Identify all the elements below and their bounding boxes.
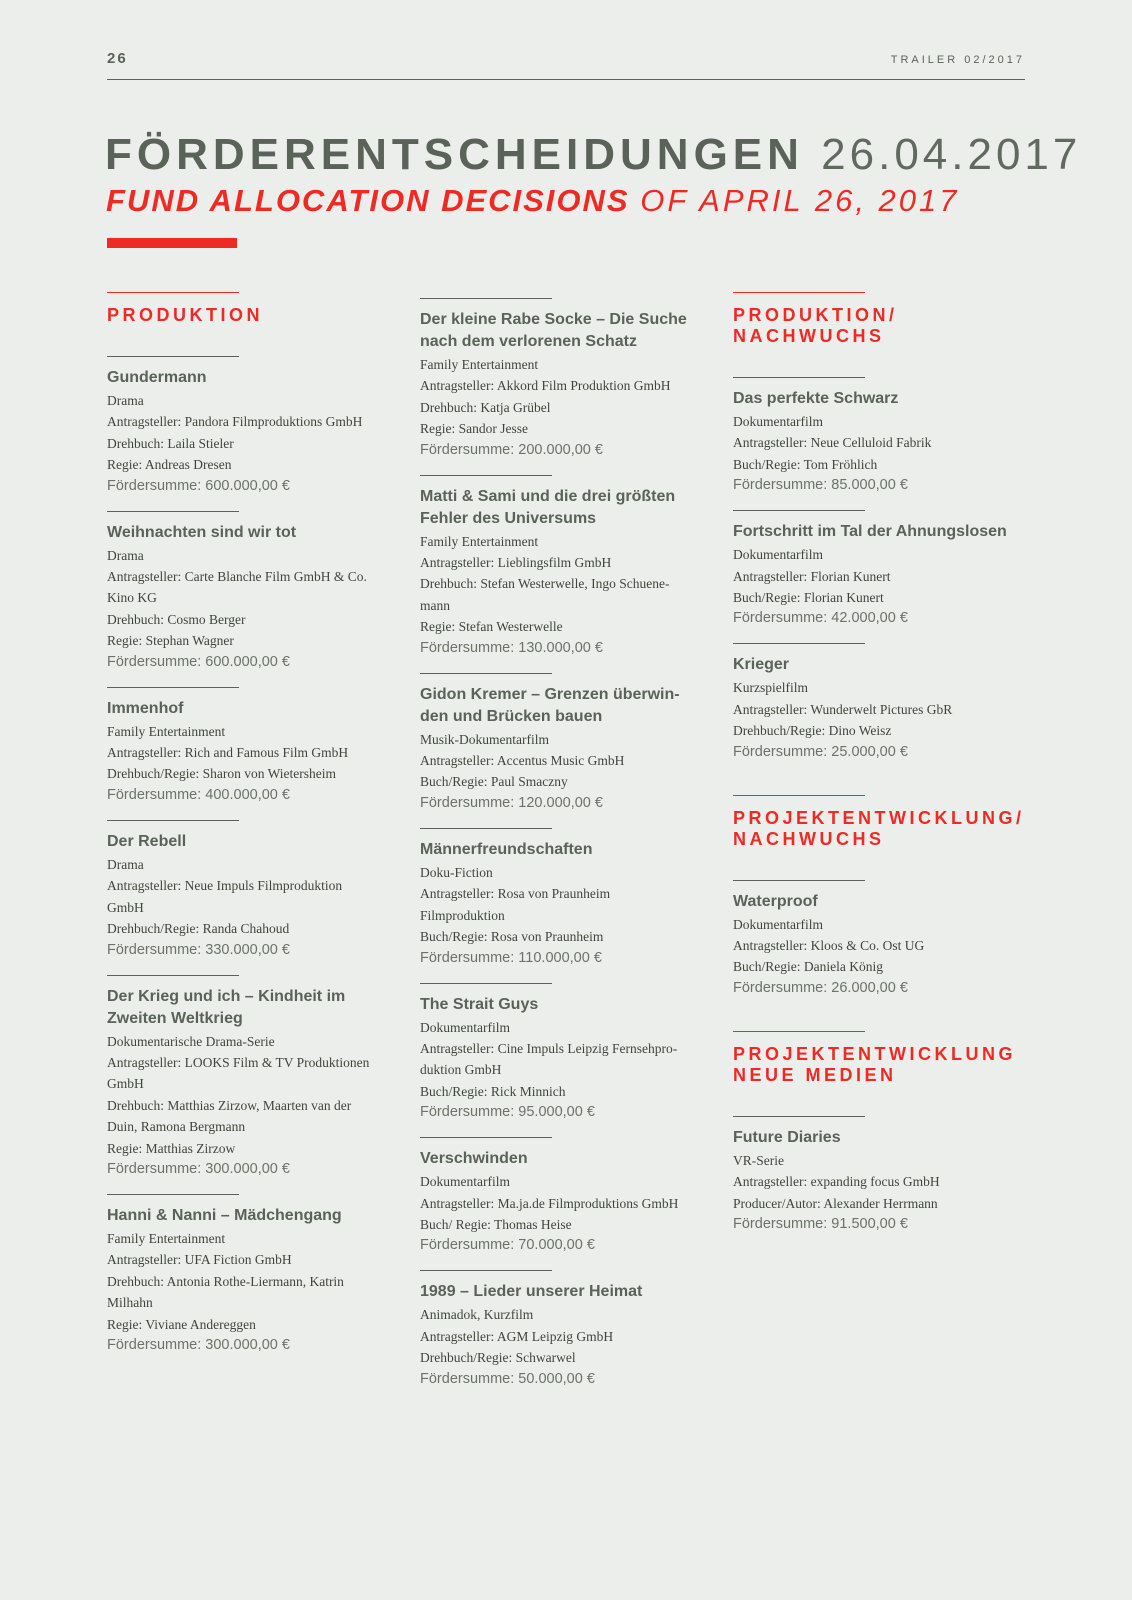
entry-detail: Antragsteller: UFA Fiction GmbH <box>107 1252 292 1268</box>
entry-detail: Antragsteller: expanding focus GmbH <box>733 1174 940 1190</box>
entry-detail: Antragsteller: Neue Impuls Filmproduktion GmbH <box>107 878 343 915</box>
entry-divider <box>420 828 552 829</box>
entry-amount: Fördersumme: 330.000,00 € <box>107 941 290 958</box>
entry-detail: Family Entertainment <box>420 533 539 549</box>
entry-detail: Drehbuch: Cosmo Berger <box>107 611 246 627</box>
entry-divider <box>420 673 552 674</box>
entry-detail: Family Entertainment <box>420 357 539 372</box>
entry-detail: Kurzspielfilm <box>733 680 808 696</box>
entry-detail: Regie: Viviane Andereggen <box>107 1316 256 1332</box>
entry-detail: Regie: Stephan Wagner <box>107 633 234 649</box>
entry-amount: Fördersumme: 200.000,00 € <box>420 441 603 458</box>
entry-divider <box>107 975 239 976</box>
entry-title: Immenhof <box>107 699 184 717</box>
page-title <box>105 130 1081 180</box>
funding-entry <box>107 820 402 961</box>
entry-detail: Drehbuch: Laila Stieler <box>107 435 234 451</box>
entry-detail: Dokumentarfilm <box>733 916 823 932</box>
entry-amount: Fördersumme: 110.000,00 € <box>420 949 602 966</box>
entry-amount: Fördersumme: 91.500,00 € <box>733 1216 908 1233</box>
funding-entry <box>420 475 715 659</box>
entry-title: Hanni & Nanni – Mädchengang <box>107 1206 342 1224</box>
entry-title: Der Rebell <box>107 832 187 850</box>
section-title: PRODUKTION <box>107 305 263 325</box>
entry-detail: Buch/Regie: Florian Kunert <box>733 590 884 606</box>
entry-detail: Regie: Stefan Westerwelle <box>420 619 563 635</box>
entry-detail: Antragsteller: AGM Leipzig GmbH <box>420 1328 614 1344</box>
entry-detail: Buch/Regie: Daniela König <box>733 959 883 975</box>
funding-entry <box>107 511 402 673</box>
entry-title: Das perfekte Schwarz <box>733 390 899 407</box>
entry-detail: Antragsteller: Florian Kunert <box>733 568 891 584</box>
entry-divider <box>420 298 552 299</box>
entry-title: Weihnachten sind wir tot <box>107 523 297 541</box>
entry-amount: Fördersumme: 26.000,00 € <box>733 979 908 996</box>
entry-amount: Fördersumme: 600.000,00 € <box>107 653 290 670</box>
entry-detail: Dokumentarfilm <box>733 547 823 563</box>
entry-detail: Drehbuch: Matthias Zirzow, Maarten van der Duin, Ramona Bergmann <box>107 1097 352 1135</box>
section-title: PRODUKTION/ NACHWUCHS <box>733 305 898 346</box>
entry-amount: Fördersumme: 130.000,00 € <box>420 639 603 656</box>
entry-detail: Antragsteller: Akkord Film Produktion GmbH <box>420 378 671 394</box>
entry-detail: Antragsteller: Lieblingsfilm GmbH <box>420 555 612 571</box>
entry-amount: Fördersumme: 85.000,00 € <box>733 477 908 494</box>
title-date: 26.04.2017 <box>821 130 1082 179</box>
funding-entry <box>420 298 715 461</box>
entry-title: Der Krieg und ich – Kindheit im Zweiten Weltkrieg <box>107 987 346 1027</box>
entry-detail: Antragsteller: Pandora Filmproduktions GmbH <box>107 414 363 430</box>
funding-entry <box>420 983 715 1124</box>
entry-detail: Dokumentarfilm <box>420 1019 510 1035</box>
entry-detail: Antragsteller: LOOKS Film & TV Produktionen GmbH <box>107 1054 370 1092</box>
subtitle-bold: FUND ALLOCATION DECISIONS <box>106 183 630 218</box>
entry-amount: Fördersumme: 300.000,00 € <box>107 1336 290 1353</box>
entry-detail: Dokumentarfilm <box>420 1174 510 1190</box>
funding-entry <box>733 643 1028 762</box>
funding-entry <box>733 880 1028 999</box>
entry-title: Future Diaries <box>733 1128 841 1146</box>
entry-detail: Drehbuch/Regie: Dino Weisz <box>733 723 892 739</box>
entry-detail: Antragsteller: Cine Impuls Leipzig Fernsehpro- duktion GmbH <box>420 1040 678 1078</box>
section-divider <box>733 1031 865 1032</box>
entry-detail: Antragsteller: Neue Celluloid Fabrik <box>733 435 932 451</box>
entry-detail: Buch/Regie: Rick Minnich <box>420 1083 566 1099</box>
entry-divider <box>420 1137 552 1138</box>
entry-detail: Antragsteller: Kloos & Co. Ost UG <box>733 938 925 954</box>
entry-detail: Drama <box>107 856 144 872</box>
funding-entry <box>733 510 1028 629</box>
section-spacer <box>733 777 1028 795</box>
funding-entry <box>107 687 402 806</box>
entry-title: Gundermann <box>107 369 207 386</box>
entry-amount: Fördersumme: 400.000,00 € <box>107 786 290 803</box>
section-header <box>107 292 402 326</box>
entry-amount: Fördersumme: 70.000,00 € <box>420 1237 595 1254</box>
entry-detail: VR-Serie <box>733 1152 784 1168</box>
section-divider <box>733 292 865 293</box>
entry-detail: Dokumentarische Drama-Serie <box>107 1033 275 1049</box>
entry-amount: Fördersumme: 25.000,00 € <box>733 743 908 760</box>
funding-entry <box>420 1270 715 1389</box>
entry-divider <box>107 820 239 821</box>
entry-title: 1989 – Lieder unserer Heimat <box>420 1283 643 1301</box>
section-title: PROJEKTENTWICKLUNG NEUE MEDIEN <box>733 1043 1016 1085</box>
column-2 <box>420 298 715 1404</box>
section-title: PROJEKTENTWICKLUNG/ NACHWUCHS <box>733 807 1025 849</box>
section-header <box>733 292 1028 347</box>
entry-detail: Dokumentarfilm <box>733 414 823 429</box>
entry-title: Gidon Kremer – Grenzen überwin- den und Brücken bauen <box>420 685 680 725</box>
section-header <box>733 1031 1028 1086</box>
column-3 <box>733 292 1028 1249</box>
entry-detail: Regie: Andreas Dresen <box>107 457 232 473</box>
entry-detail: Drehbuch/Regie: Sharon von Wietersheim <box>107 766 337 782</box>
page-number: 26 <box>107 50 128 67</box>
entry-title: Männerfreundschaften <box>420 840 593 858</box>
entry-detail: Antragsteller: Carte Blanche Film GmbH & Co. Kino KG <box>107 569 367 606</box>
funding-entry <box>107 1194 402 1356</box>
entry-title: Verschwinden <box>420 1150 528 1168</box>
entry-detail: Producer/Autor: Alexander Herrmann <box>733 1195 938 1211</box>
entry-divider <box>107 511 239 512</box>
entry-amount: Fördersumme: 42.000,00 € <box>733 610 908 627</box>
entry-divider <box>733 880 865 881</box>
funding-entry <box>107 975 402 1180</box>
entry-title: Fortschritt im Tal der Ahnungslosen <box>733 523 1007 541</box>
entry-detail: Antragsteller: Ma.ja.de Filmproduktions GmbH <box>420 1195 679 1211</box>
entry-title: Matti & Sami und die drei größten Fehler des Universums <box>420 487 676 527</box>
entry-divider <box>420 1270 552 1271</box>
entry-detail: Family Entertainment <box>107 723 226 739</box>
entry-detail: Drama <box>107 393 144 408</box>
funding-entry <box>420 828 715 969</box>
entry-divider <box>107 356 239 357</box>
entry-detail: Musik-Dokumentarfilm <box>420 731 549 747</box>
entry-detail: Buch/ Regie: Thomas Heise <box>420 1216 572 1232</box>
funding-entry <box>733 1116 1028 1235</box>
entry-amount: Fördersumme: 600.000,00 € <box>107 477 290 494</box>
section-spacer <box>733 1013 1028 1031</box>
entry-detail: Buch/Regie: Tom Fröhlich <box>733 456 878 472</box>
section-header <box>733 795 1028 850</box>
section-divider <box>107 292 239 293</box>
entry-detail: Buch/Regie: Rosa von Praunheim <box>420 929 604 945</box>
entry-title: Waterproof <box>733 892 818 910</box>
entry-divider <box>733 510 865 511</box>
entry-title: Der kleine Rabe Socke – Die Suche nach dem verlorenen Schatz <box>420 311 687 350</box>
funding-entry <box>733 377 1028 496</box>
funding-entry <box>107 356 402 497</box>
entry-divider <box>107 687 239 688</box>
entry-detail: Drehbuch: Stefan Westerwelle, Ingo Schuene- mann <box>420 576 670 613</box>
entry-amount: Fördersumme: 95.000,00 € <box>420 1104 595 1121</box>
entry-divider <box>420 983 552 984</box>
entry-amount: Fördersumme: 50.000,00 € <box>420 1370 595 1387</box>
entry-detail: Buch/Regie: Paul Smaczny <box>420 774 568 790</box>
entry-amount: Fördersumme: 300.000,00 € <box>107 1160 290 1177</box>
entry-title: Krieger <box>733 656 790 674</box>
entry-divider <box>107 1194 239 1195</box>
subtitle-light: OF APRIL 26, 2017 <box>640 183 960 218</box>
accent-bar <box>107 238 237 248</box>
entry-detail: Antragsteller: Rich and Famous Film GmbH <box>107 745 349 761</box>
entry-amount: Fördersumme: 120.000,00 € <box>420 794 603 811</box>
funding-entry <box>420 1137 715 1256</box>
entry-detail: Antragsteller: Accentus Music GmbH <box>420 753 625 769</box>
entry-title: The Strait Guys <box>420 995 539 1013</box>
header-divider <box>107 79 1025 80</box>
magazine-issue: TRAILER 02/2017 <box>890 54 1025 66</box>
entry-detail: Antragsteller: Rosa von Praunheim Filmproduktion <box>420 886 611 923</box>
section-divider <box>733 795 865 796</box>
entry-detail: Animadok, Kurzfilm <box>420 1307 534 1323</box>
page-subtitle <box>106 183 960 219</box>
title-main: FÖRDERENTSCHEIDUNGEN <box>105 130 804 179</box>
entry-divider <box>420 475 552 476</box>
entry-detail: Doku-Fiction <box>420 864 493 880</box>
entry-divider <box>733 1116 865 1117</box>
entry-detail: Family Entertainment <box>107 1230 226 1246</box>
funding-entry <box>420 673 715 814</box>
entry-detail: Drehbuch: Katja Grübel <box>420 399 551 415</box>
entry-detail: Regie: Sandor Jesse <box>420 421 528 437</box>
entry-divider <box>733 643 865 644</box>
entry-detail: Drama <box>107 547 144 563</box>
column-1 <box>107 292 402 1370</box>
entry-detail: Drehbuch: Antonia Rothe-Liermann, Katrin Milhahn <box>107 1273 344 1311</box>
entry-detail: Drehbuch/Regie: Randa Chahoud <box>107 921 290 937</box>
entry-detail: Drehbuch/Regie: Schwarwel <box>420 1350 576 1366</box>
entry-detail: Antragsteller: Wunderwelt Pictures GbR <box>733 701 953 717</box>
entry-divider <box>733 377 865 378</box>
entry-detail: Regie: Matthias Zirzow <box>107 1140 236 1156</box>
